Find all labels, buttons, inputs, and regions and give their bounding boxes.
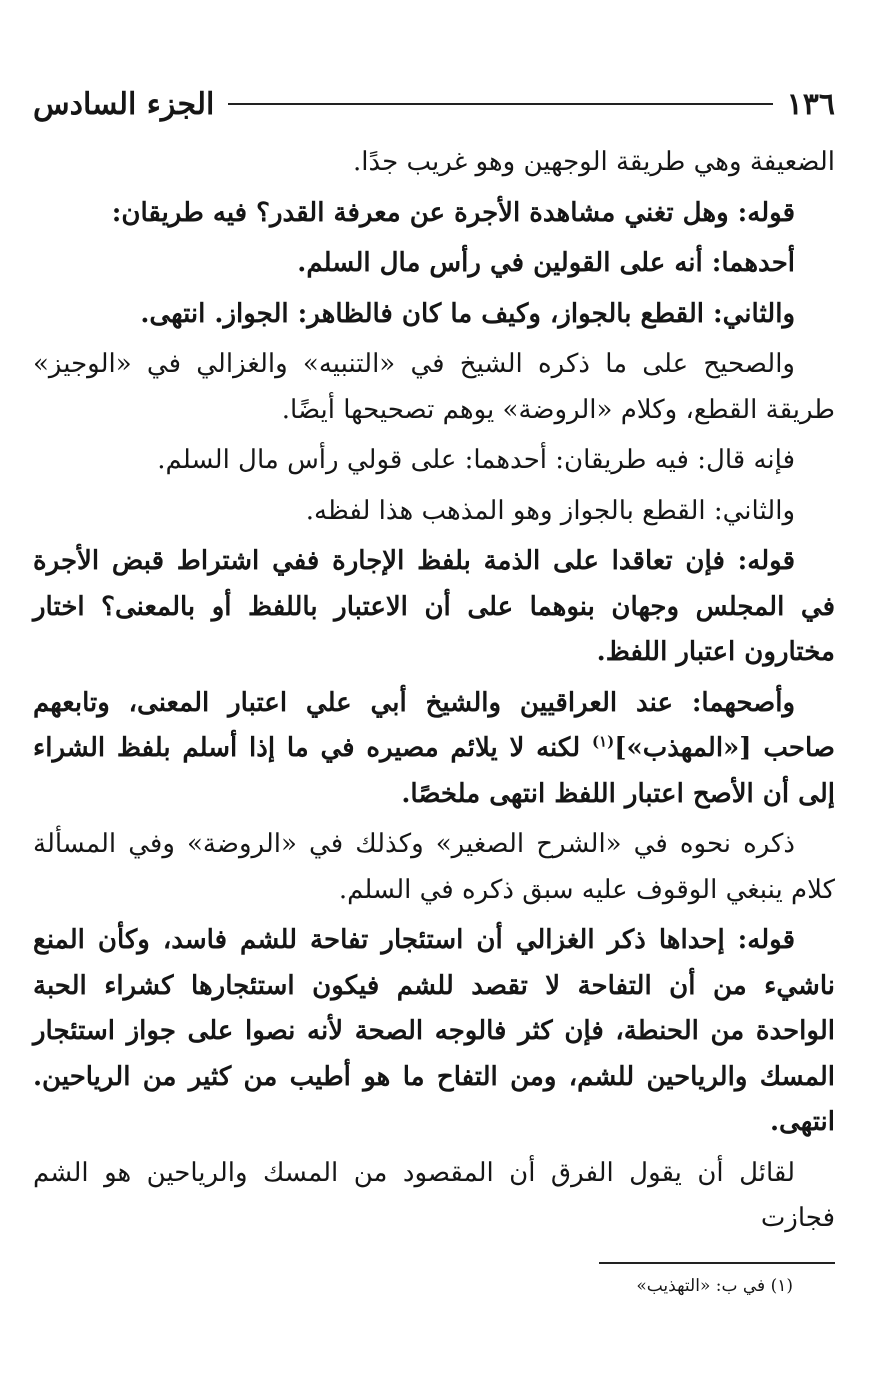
paragraph: الضعيفة وهي طريقة الوجهين وهو غريب جدًا. xyxy=(353,147,835,177)
footnote: (١) في ب: «التهذيب» xyxy=(636,1276,793,1296)
paragraph: والصحيح على ما ذكره الشيخ في «التنبيه» والغزالي في «الوجيز» طريقة القطع، وكلام «الروضة» يوهم تصحيحها أيضًا. xyxy=(33,349,835,425)
quoted-paragraph: قوله: إحداها ذكر الغزالي أن استئجار تفاحة للشم فاسد، وكأن المنع ناشيء من أن التفاحة لا تقصد للشم فيكون استئجارها كشراء الحبة الواحدة من الحنطة، فإن كثر فالوجه الصحة لأنه نصوا على جواز استئجار المسك والرياحين للشم، ومن التفاح ما هو أطيب من كثير من الرياحين. انتهى. xyxy=(33,925,835,1137)
footnote-reference: (١) xyxy=(591,732,615,751)
paragraph-text: لكنه لا يلائم مصيره في ما إذا أسلم بلفظ الشراء إلى أن الأصح اعتبار اللفظ انتهى ملخصًا. xyxy=(33,733,835,809)
paragraph-text: وأصحهما: عند العراقيين والشيخ أبي علي اعتبار المعنى، وتابعهم صاحب [«المهذب»] xyxy=(33,687,835,763)
running-title: الجزء السادس xyxy=(33,86,215,122)
page-header xyxy=(33,84,835,124)
quoted-paragraph: قوله: فإن تعاقدا على الذمة بلفظ الإجارة ففي اشتراط قبض الأجرة في المجلس وجهان بنوهما على أن الاعتبار باللفظ أو بالمعنى؟ اختار مختارون اعتبار اللفظ. xyxy=(33,546,835,667)
paragraph: فإنه قال: فيه طريقان: أحدهما: على قولي رأس مال السلم. xyxy=(157,445,795,475)
page-number: ١٣٦ xyxy=(786,86,835,122)
header-rule xyxy=(228,103,772,105)
quoted-paragraph xyxy=(33,681,835,818)
quoted-paragraph: قوله: وهل تغني مشاهدة الأجرة عن معرفة القدر؟ فيه طريقان: xyxy=(111,197,795,228)
footnote-rule xyxy=(599,1262,835,1264)
paragraph: ذكره نحوه في «الشرح الصغير» وكذلك في «الروضة» وفي المسألة كلام ينبغي الوقوف عليه سبق ذكره في السلم. xyxy=(33,829,835,905)
page-body xyxy=(33,140,835,1247)
paragraph: والثاني: القطع بالجواز وهو المذهب هذا لفظه. xyxy=(305,495,795,526)
quoted-paragraph: أحدهما: أنه على القولين في رأس مال السلم. xyxy=(297,248,795,278)
quoted-paragraph: والثاني: القطع بالجواز، وكيف ما كان فالظاهر: الجواز. انتهى. xyxy=(140,298,795,329)
paragraph: لقائل أن يقول الفرق أن المقصود من المسك والرياحين هو الشم فجازت xyxy=(33,1157,835,1233)
